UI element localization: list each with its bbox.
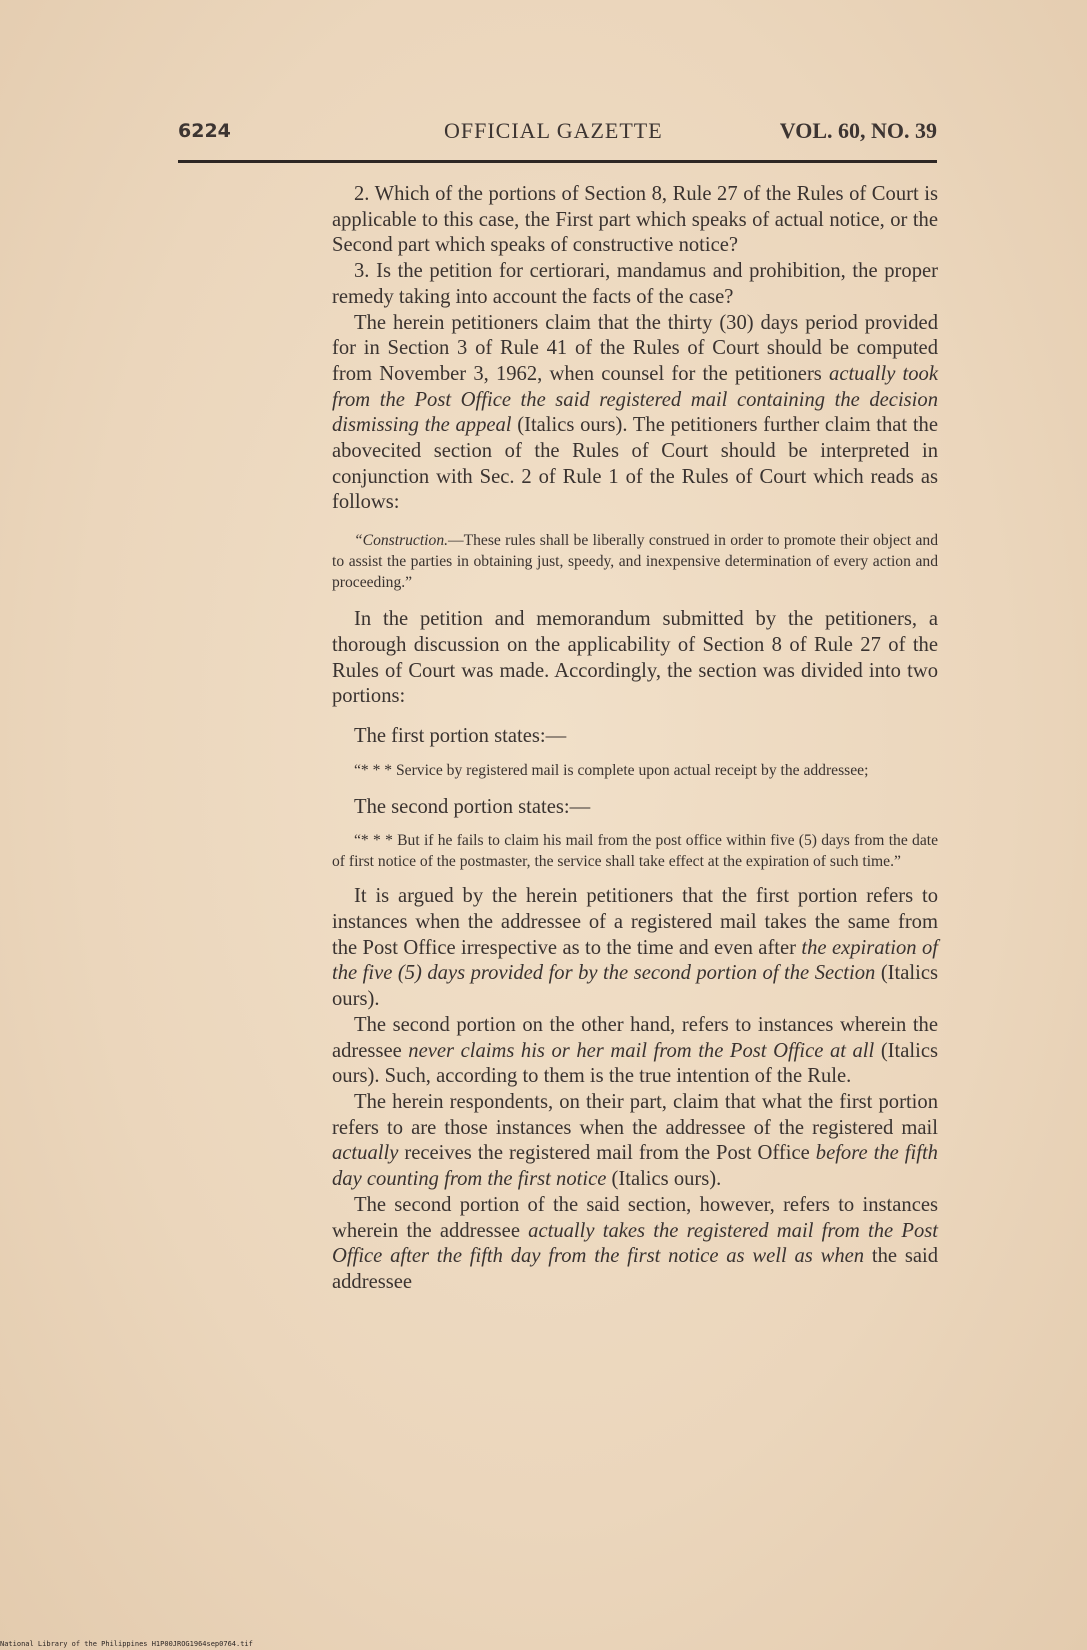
- italic-text: before the fifth day counting from the first notice: [332, 1142, 938, 1191]
- italic-text: “Construction.: [354, 532, 449, 550]
- paragraph-text: receives the registered mail from the Post Office: [398, 1142, 816, 1165]
- italic-text: never claims his or her mail from the Post Office at all: [408, 1039, 875, 1062]
- paragraph-text: The herein respondents, on their part, claim that what the first portion refers to are those instances when the addressee of the registered mail: [332, 1090, 938, 1139]
- first-portion-label: The first portion states:—: [354, 724, 567, 747]
- paragraph-text: The herein petitioners claim that the thirty (30) days period provided for in Section 3 of Rule 41 of the Rules of Court should be computed from November 3, 1962, when counsel for the petitioners: [332, 311, 938, 385]
- paragraph-second-portion: [332, 1013, 938, 1090]
- italic-text: the expiration of the five (5) days provided for by the second portion of the Section: [332, 936, 938, 985]
- page-number: 6224: [178, 120, 231, 142]
- quote-second-portion: “* * * But if he fails to claim his mail from the post office within five (5) days from the date of first notice of the postmaster, the service shall take effect at the expiration of such time.”: [332, 832, 938, 871]
- paragraph-argued: [332, 884, 938, 1013]
- paragraph-text: (Italics ours). Such, according to them is the true intention of the Rule.: [332, 1039, 938, 1088]
- paragraph-text: The second portion of the said section, however, refers to instances wherein the addressee: [332, 1193, 938, 1242]
- paragraph-text: It is argued by the herein petitioners that the first portion refers to instances when the addressee of a registered mail takes the same from the Post Office irrespective as to the time and even after: [332, 885, 938, 959]
- quote-text: —These rules shall be liberally construed in order to promote their object and to assist the parties in obtaining just, speedy, and inexpensive determination of every action and proceeding.”: [332, 532, 938, 592]
- body-text: [332, 182, 938, 1296]
- scan-source-note: National Library of the Philippines H1P00JROG1964sep0764.tif: [0, 1640, 253, 1648]
- paragraph-petition-memorandum: In the petition and memorandum submitted by the petitioners, a thorough discussion on the applicability of Section 8 of Rule 27 of the Rules of Court was made. Accordingly, the section was divided into two portions:: [332, 608, 938, 708]
- publication-title: OFFICIAL GAZETTE: [444, 118, 663, 143]
- italic-text: actually: [332, 1142, 399, 1165]
- paragraph-text: The second portion on the other hand, refers to instances wherein the adressee: [332, 1013, 938, 1062]
- paragraph-text: the said addressee: [332, 1245, 938, 1293]
- page-header: [178, 116, 937, 150]
- paragraph-question-2: 2. Which of the portions of Section 8, Rule 27 of the Rules of Court is applicable to this case, the First part which speaks of actual notice, or the Second part which speaks of constructive notice?: [332, 183, 938, 257]
- header-rule: [178, 160, 937, 163]
- paragraph-text: (Italics ours).: [332, 962, 939, 1011]
- quote-construction: [332, 530, 938, 593]
- paragraph-second-portion-however: [332, 1193, 938, 1296]
- paragraph-question-3: 3. Is the petition for certiorari, mandamus and prohibition, the proper remedy taking into account the facts of the case?: [332, 260, 938, 308]
- quote-first-portion: “* * * Service by registered mail is complete upon actual receipt by the addressee;: [354, 761, 869, 779]
- italic-text: actually took from the Post Office the said registered mail containing the decision dismissing the appeal: [332, 362, 938, 437]
- second-portion-label: The second portion states:—: [354, 795, 591, 818]
- volume-number: VOL. 60, NO. 39: [779, 118, 937, 143]
- paragraph-text: (Italics ours). The petitioners further claim that the abovecited section of the Rules of Court should be interpreted in conjunction with Sec. 2 of Rule 1 of the Rules of Court which reads as follows:: [332, 414, 938, 514]
- italic-text: actually takes the registered mail from the Post Office after the fifth day from the first notice as well as when: [332, 1219, 938, 1268]
- paragraph-petitioners-claim: [332, 311, 938, 517]
- paragraph-text: (Italics ours).: [606, 1168, 722, 1191]
- paragraph-respondents: [332, 1090, 938, 1193]
